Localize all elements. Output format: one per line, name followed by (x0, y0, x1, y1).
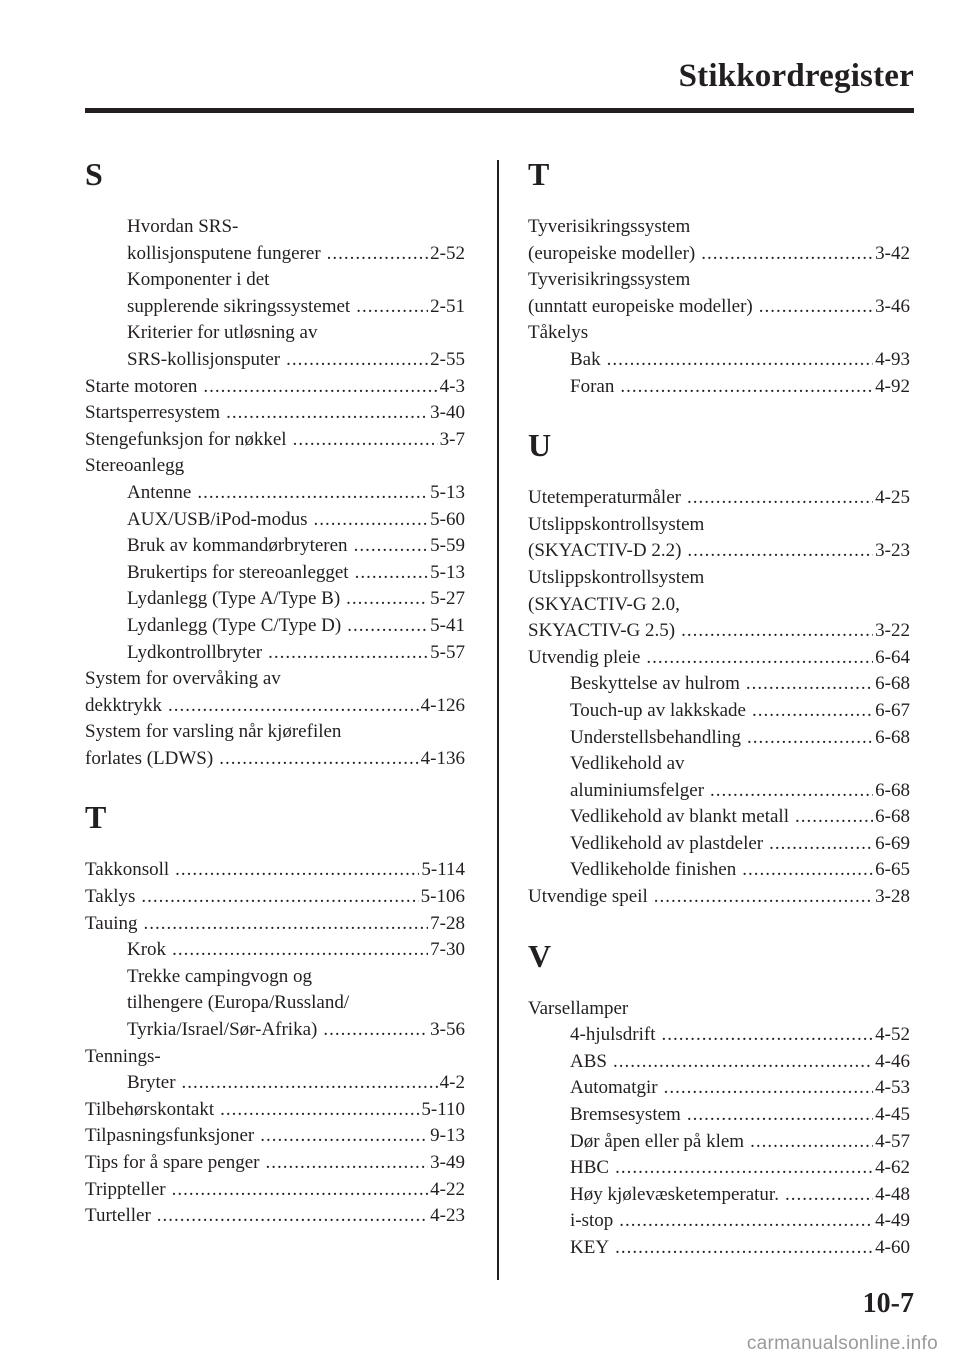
entry-page-ref: 6-68 (875, 779, 910, 801)
entry-text: forlates (LDWS) (85, 747, 214, 769)
entry-text: SRS-kollisjonsputer (127, 348, 281, 370)
entry-text: Trippteller (85, 1178, 166, 1200)
entry-text: Utslippskontrollsystem (528, 566, 705, 588)
index-subentry (85, 533, 465, 560)
entry-text: Bremsesystem (570, 1104, 681, 1126)
entry-text: tilhengere (Europa/Russland/ (127, 992, 350, 1014)
dot-leader (327, 241, 429, 268)
dot-leader (747, 725, 873, 752)
entry-text: Tauing (85, 912, 138, 934)
dot-leader (203, 374, 437, 401)
entry-text: (SKYACTIV-G 2.0, (528, 593, 680, 615)
entry-text: kollisjonsputene fungerer (127, 242, 321, 264)
index-entry (85, 453, 465, 480)
entry-text: AUX/USB/iPod-modus (127, 508, 308, 530)
dot-leader (175, 857, 419, 884)
index-entry (528, 512, 910, 539)
entry-text: KEY (570, 1237, 610, 1258)
entry-page-ref: 3-46 (875, 295, 910, 317)
dot-leader (746, 671, 873, 698)
dot-leader (265, 1150, 428, 1177)
dot-leader (226, 400, 428, 427)
index-subentry (85, 1070, 465, 1097)
entry-page-ref: 6-68 (875, 806, 910, 828)
dot-leader (286, 347, 428, 374)
entry-page-ref: 4-57 (875, 1130, 910, 1152)
dot-leader (620, 374, 873, 401)
index-subentry (528, 1129, 910, 1156)
index-entry (85, 857, 465, 884)
index-subentry (85, 613, 465, 640)
dot-leader (687, 538, 873, 565)
index-entry (528, 565, 910, 592)
dot-leader (354, 533, 429, 560)
entry-page-ref: 4-126 (420, 694, 465, 716)
index-subentry (85, 320, 465, 347)
entry-page-ref: 4-60 (875, 1237, 910, 1258)
entry-page-ref: 4-23 (430, 1205, 465, 1227)
entry-text: Tilpasningsfunksjoner (85, 1125, 255, 1147)
entry-text: Turteller (85, 1205, 151, 1227)
index-entry (85, 1097, 465, 1124)
entry-text: Lydanlegg (Type C/Type D) (127, 614, 342, 636)
index-entry (528, 618, 910, 645)
entry-text: Takkonsoll (85, 859, 170, 881)
entry-page-ref: 3-7 (439, 428, 465, 450)
entry-page-ref: 4-49 (875, 1210, 910, 1232)
entry-page-ref: 3-22 (875, 620, 910, 642)
index-entry (85, 884, 465, 911)
index-entry (85, 1150, 465, 1177)
entry-page-ref: 2-51 (430, 295, 465, 317)
entry-page-ref: 5-110 (421, 1098, 465, 1120)
entry-text: Tyverisikringssystem (528, 216, 691, 237)
entry-text: Bryter (127, 1072, 176, 1094)
entry-text: Tyrkia/Israel/Sør-Afrika) (127, 1019, 318, 1041)
entry-page-ref: 2-52 (430, 242, 465, 264)
entry-text: Trekke campingvogn og (127, 965, 313, 987)
dot-leader (795, 804, 873, 831)
dot-leader (172, 937, 428, 964)
entry-page-ref: 4-52 (875, 1024, 910, 1046)
entry-page-ref: 6-64 (875, 646, 910, 668)
entry-page-ref: 5-27 (430, 588, 465, 610)
entry-text: Krok (127, 939, 167, 961)
index-entry (528, 241, 910, 268)
entry-page-ref: 5-57 (430, 641, 465, 663)
index-subentry (528, 1075, 910, 1102)
entry-page-ref: 5-59 (430, 535, 465, 557)
entry-text: Automatgir (570, 1077, 658, 1099)
entry-text: Bruk av kommandørbryteren (127, 535, 348, 557)
index-subentry (528, 1235, 910, 1262)
entry-text: (europeiske modeller) (528, 242, 696, 264)
entry-text: Utvendige speil (528, 886, 648, 908)
index-subentry (528, 751, 910, 778)
index-entry (85, 911, 465, 938)
index-subentry (528, 698, 910, 725)
dot-leader (687, 485, 873, 512)
index-entry (528, 294, 910, 321)
dot-leader (168, 693, 419, 720)
index-subentry (528, 778, 910, 805)
section-letter: T (85, 799, 107, 836)
section-gap (528, 911, 910, 938)
entry-text: Varsellamper (528, 997, 629, 1019)
watermark: carmanualsonline.info (746, 1333, 938, 1354)
index-subentry (85, 586, 465, 613)
dot-leader (701, 241, 873, 268)
index-subentry (528, 831, 910, 858)
entry-page-ref: 3-56 (430, 1019, 465, 1041)
dot-leader (613, 1049, 873, 1076)
entry-text: Beskyttelse av hulrom (570, 673, 740, 695)
index-entry (528, 645, 910, 672)
entry-page-ref: 4-25 (875, 487, 910, 509)
entry-text: Dør åpen eller på klem (570, 1130, 745, 1152)
dot-leader (144, 911, 429, 938)
entry-text: HBC (570, 1157, 610, 1179)
dot-leader (619, 1208, 873, 1235)
index-entry (85, 1177, 465, 1204)
index-subentry (528, 1102, 910, 1129)
entry-page-ref: 7-30 (430, 939, 465, 961)
entry-text: Lydanlegg (Type A/Type B) (127, 588, 341, 610)
entry-text: Understellsbehandling (570, 726, 741, 748)
index-subentry (528, 347, 910, 374)
dot-leader (742, 857, 873, 884)
entry-text: (SKYACTIV-D 2.2) (528, 540, 682, 562)
index-subentry (85, 1017, 465, 1044)
entry-text: Brukertips for stereoanlegget (127, 561, 349, 583)
entry-page-ref: 5-41 (430, 614, 465, 636)
entry-page-ref: 7-28 (430, 912, 465, 934)
dot-leader (260, 1123, 428, 1150)
section-letter: U (528, 427, 552, 464)
dot-leader (141, 884, 418, 911)
entry-text: (unntatt europeiske modeller) (528, 295, 753, 317)
dot-leader (687, 1102, 873, 1129)
dot-leader (323, 1017, 428, 1044)
index-subentry (528, 1022, 910, 1049)
entry-text: supplerende sikringssystemet (127, 295, 351, 317)
index-entry (85, 400, 465, 427)
dot-leader (750, 1129, 873, 1156)
entry-page-ref: 6-68 (875, 726, 910, 748)
entry-text: Kriterier for utløsning av (127, 322, 318, 344)
entry-text: Komponenter i det (127, 269, 270, 291)
entry-text: Høy kjølevæsketemperatur. (570, 1183, 779, 1205)
dot-leader (314, 507, 429, 534)
entry-text: Utvendig pleie (528, 646, 641, 668)
entry-text: Tåkelys (528, 322, 589, 344)
dot-leader (662, 1022, 874, 1049)
index-subentry (528, 1182, 910, 1209)
section-gap (85, 772, 465, 799)
entry-text: aluminiumsfelger (570, 779, 705, 801)
index-entry (528, 320, 910, 347)
index-entry (85, 427, 465, 454)
index-subentry (85, 214, 465, 241)
dot-leader (615, 1155, 873, 1182)
dot-leader (607, 347, 874, 374)
dot-leader (355, 560, 429, 587)
entry-page-ref: 4-48 (875, 1183, 910, 1205)
dot-leader (710, 778, 873, 805)
section-letter: T (528, 156, 550, 192)
entry-text: Tennings- (85, 1045, 161, 1067)
index-entry (528, 267, 910, 294)
dot-leader (219, 746, 418, 773)
dot-leader (356, 294, 428, 321)
entry-text: SKYACTIV-G 2.5) (528, 620, 676, 642)
index-subentry (85, 267, 465, 294)
dot-leader (347, 613, 428, 640)
index-subentry (85, 294, 465, 321)
entry-page-ref: 4-45 (875, 1104, 910, 1126)
entry-text: Taklys (85, 886, 136, 908)
entry-text: Starte motoren (85, 375, 198, 397)
entry-page-ref: 6-69 (875, 832, 910, 854)
entry-page-ref: 3-42 (875, 242, 910, 264)
entry-text: Startsperresystem (85, 402, 221, 424)
entry-text: Stereoanlegg (85, 455, 185, 477)
dot-leader (157, 1203, 428, 1230)
column-divider (497, 160, 499, 1280)
entry-page-ref: 5-60 (430, 508, 465, 530)
dot-leader (769, 831, 873, 858)
index-entry (528, 538, 910, 565)
entry-page-ref: 4-53 (875, 1077, 910, 1099)
dot-leader (664, 1075, 874, 1102)
entry-page-ref: 4-3 (439, 375, 465, 397)
entry-text: Tilbehørskontakt (85, 1098, 215, 1120)
index-column-left (85, 156, 465, 1230)
dot-leader (197, 480, 428, 507)
index-subentry (85, 990, 465, 1017)
index-subentry (528, 671, 910, 698)
dot-leader (268, 640, 428, 667)
index-subentry (528, 857, 910, 884)
index-subentry (85, 937, 465, 964)
index-entry (85, 719, 465, 746)
index-subentry (528, 725, 910, 752)
entry-page-ref: 3-49 (430, 1152, 465, 1173)
dot-leader (646, 645, 873, 672)
index-entry (85, 666, 465, 693)
entry-text: Stengefunksjon for nøkkel (85, 428, 287, 450)
entry-text: Lydkontrollbryter (127, 641, 263, 663)
index-entry (85, 1044, 465, 1071)
dot-leader (182, 1070, 438, 1097)
index-subentry (85, 507, 465, 534)
entry-text: System for varsling når kjørefilen (85, 721, 342, 743)
index-subentry (528, 1208, 910, 1235)
section-gap (528, 400, 910, 427)
entry-page-ref: 4-22 (430, 1178, 465, 1200)
entry-page-ref: 4-2 (439, 1072, 465, 1094)
index-entry (528, 996, 910, 1023)
entry-page-ref: 3-28 (875, 886, 910, 908)
index-subentry (528, 374, 910, 401)
entry-page-ref: 6-65 (875, 859, 910, 881)
entry-page-ref: 5-114 (421, 859, 465, 881)
entry-text: System for overvåking av (85, 668, 281, 690)
dot-leader (759, 294, 873, 321)
index-entry (85, 746, 465, 773)
entry-page-ref: 2-55 (430, 348, 465, 370)
dot-leader (346, 586, 428, 613)
entry-text: Utslippskontrollsystem (528, 513, 705, 535)
entry-page-ref: 6-67 (875, 699, 910, 721)
section-letter: V (528, 937, 552, 974)
index-subentry (528, 1049, 910, 1076)
index-column-right (528, 156, 910, 1262)
index-subentry (528, 1155, 910, 1182)
entry-page-ref: 3-40 (430, 402, 465, 424)
entry-page-ref: 4-46 (875, 1050, 910, 1072)
entry-text: ABS (570, 1050, 607, 1072)
entry-page-ref: 4-62 (875, 1157, 910, 1179)
dot-leader (293, 427, 438, 454)
index-entry (85, 374, 465, 401)
dot-leader (785, 1182, 873, 1209)
entry-text: Utetemperaturmåler (528, 487, 681, 509)
entry-page-ref: 3-23 (875, 540, 910, 562)
entry-page-ref: 9-13 (430, 1125, 465, 1147)
index-subentry (85, 241, 465, 268)
index-subentry (528, 804, 910, 831)
dot-leader (681, 618, 873, 645)
entry-page-ref: 4-92 (875, 375, 910, 397)
index-subentry (85, 640, 465, 667)
entry-text: Vedlikehold av blankt metall (570, 806, 789, 828)
index-entry (528, 592, 910, 619)
entry-page-ref: 6-68 (875, 673, 910, 695)
index-entry (85, 1123, 465, 1150)
dot-leader (752, 698, 873, 725)
dot-leader (654, 884, 873, 911)
index-subentry (85, 480, 465, 507)
section-letter: S (85, 156, 103, 192)
header-rule (85, 108, 914, 113)
index-entry (528, 214, 910, 241)
page-header-title: Stikkordregister (678, 58, 914, 94)
entry-text: Bak (570, 348, 601, 370)
entry-page-ref: 5-106 (420, 886, 465, 908)
entry-text: Antenne (127, 481, 192, 503)
index-entry (85, 1203, 465, 1230)
page-number: 10-7 (862, 1288, 914, 1319)
entry-text: 4-hjulsdrift (570, 1024, 656, 1046)
index-entry (528, 884, 910, 911)
entry-page-ref: 5-13 (430, 481, 465, 503)
entry-text: Vedlikeholde finishen (570, 859, 737, 881)
index-entry (528, 485, 910, 512)
entry-page-ref: 4-93 (875, 348, 910, 370)
entry-text: Tips for å spare penger (85, 1152, 260, 1173)
index-subentry (85, 560, 465, 587)
dot-leader (615, 1235, 873, 1262)
entry-text: Foran (570, 375, 615, 397)
index-entry (85, 693, 465, 720)
dot-leader (172, 1177, 429, 1204)
entry-text: Touch-up av lakkskade (570, 699, 746, 721)
entry-text: i-stop (570, 1210, 614, 1232)
entry-text: Vedlikehold av (570, 753, 685, 775)
entry-text: Hvordan SRS- (127, 216, 239, 237)
index-subentry (85, 964, 465, 991)
entry-page-ref: 5-13 (430, 561, 465, 583)
index-subentry (85, 347, 465, 374)
entry-page-ref: 4-136 (420, 747, 465, 769)
dot-leader (220, 1097, 419, 1124)
entry-text: dekktrykk (85, 694, 163, 716)
entry-text: Vedlikehold av plastdeler (570, 832, 764, 854)
entry-text: Tyverisikringssystem (528, 269, 691, 291)
